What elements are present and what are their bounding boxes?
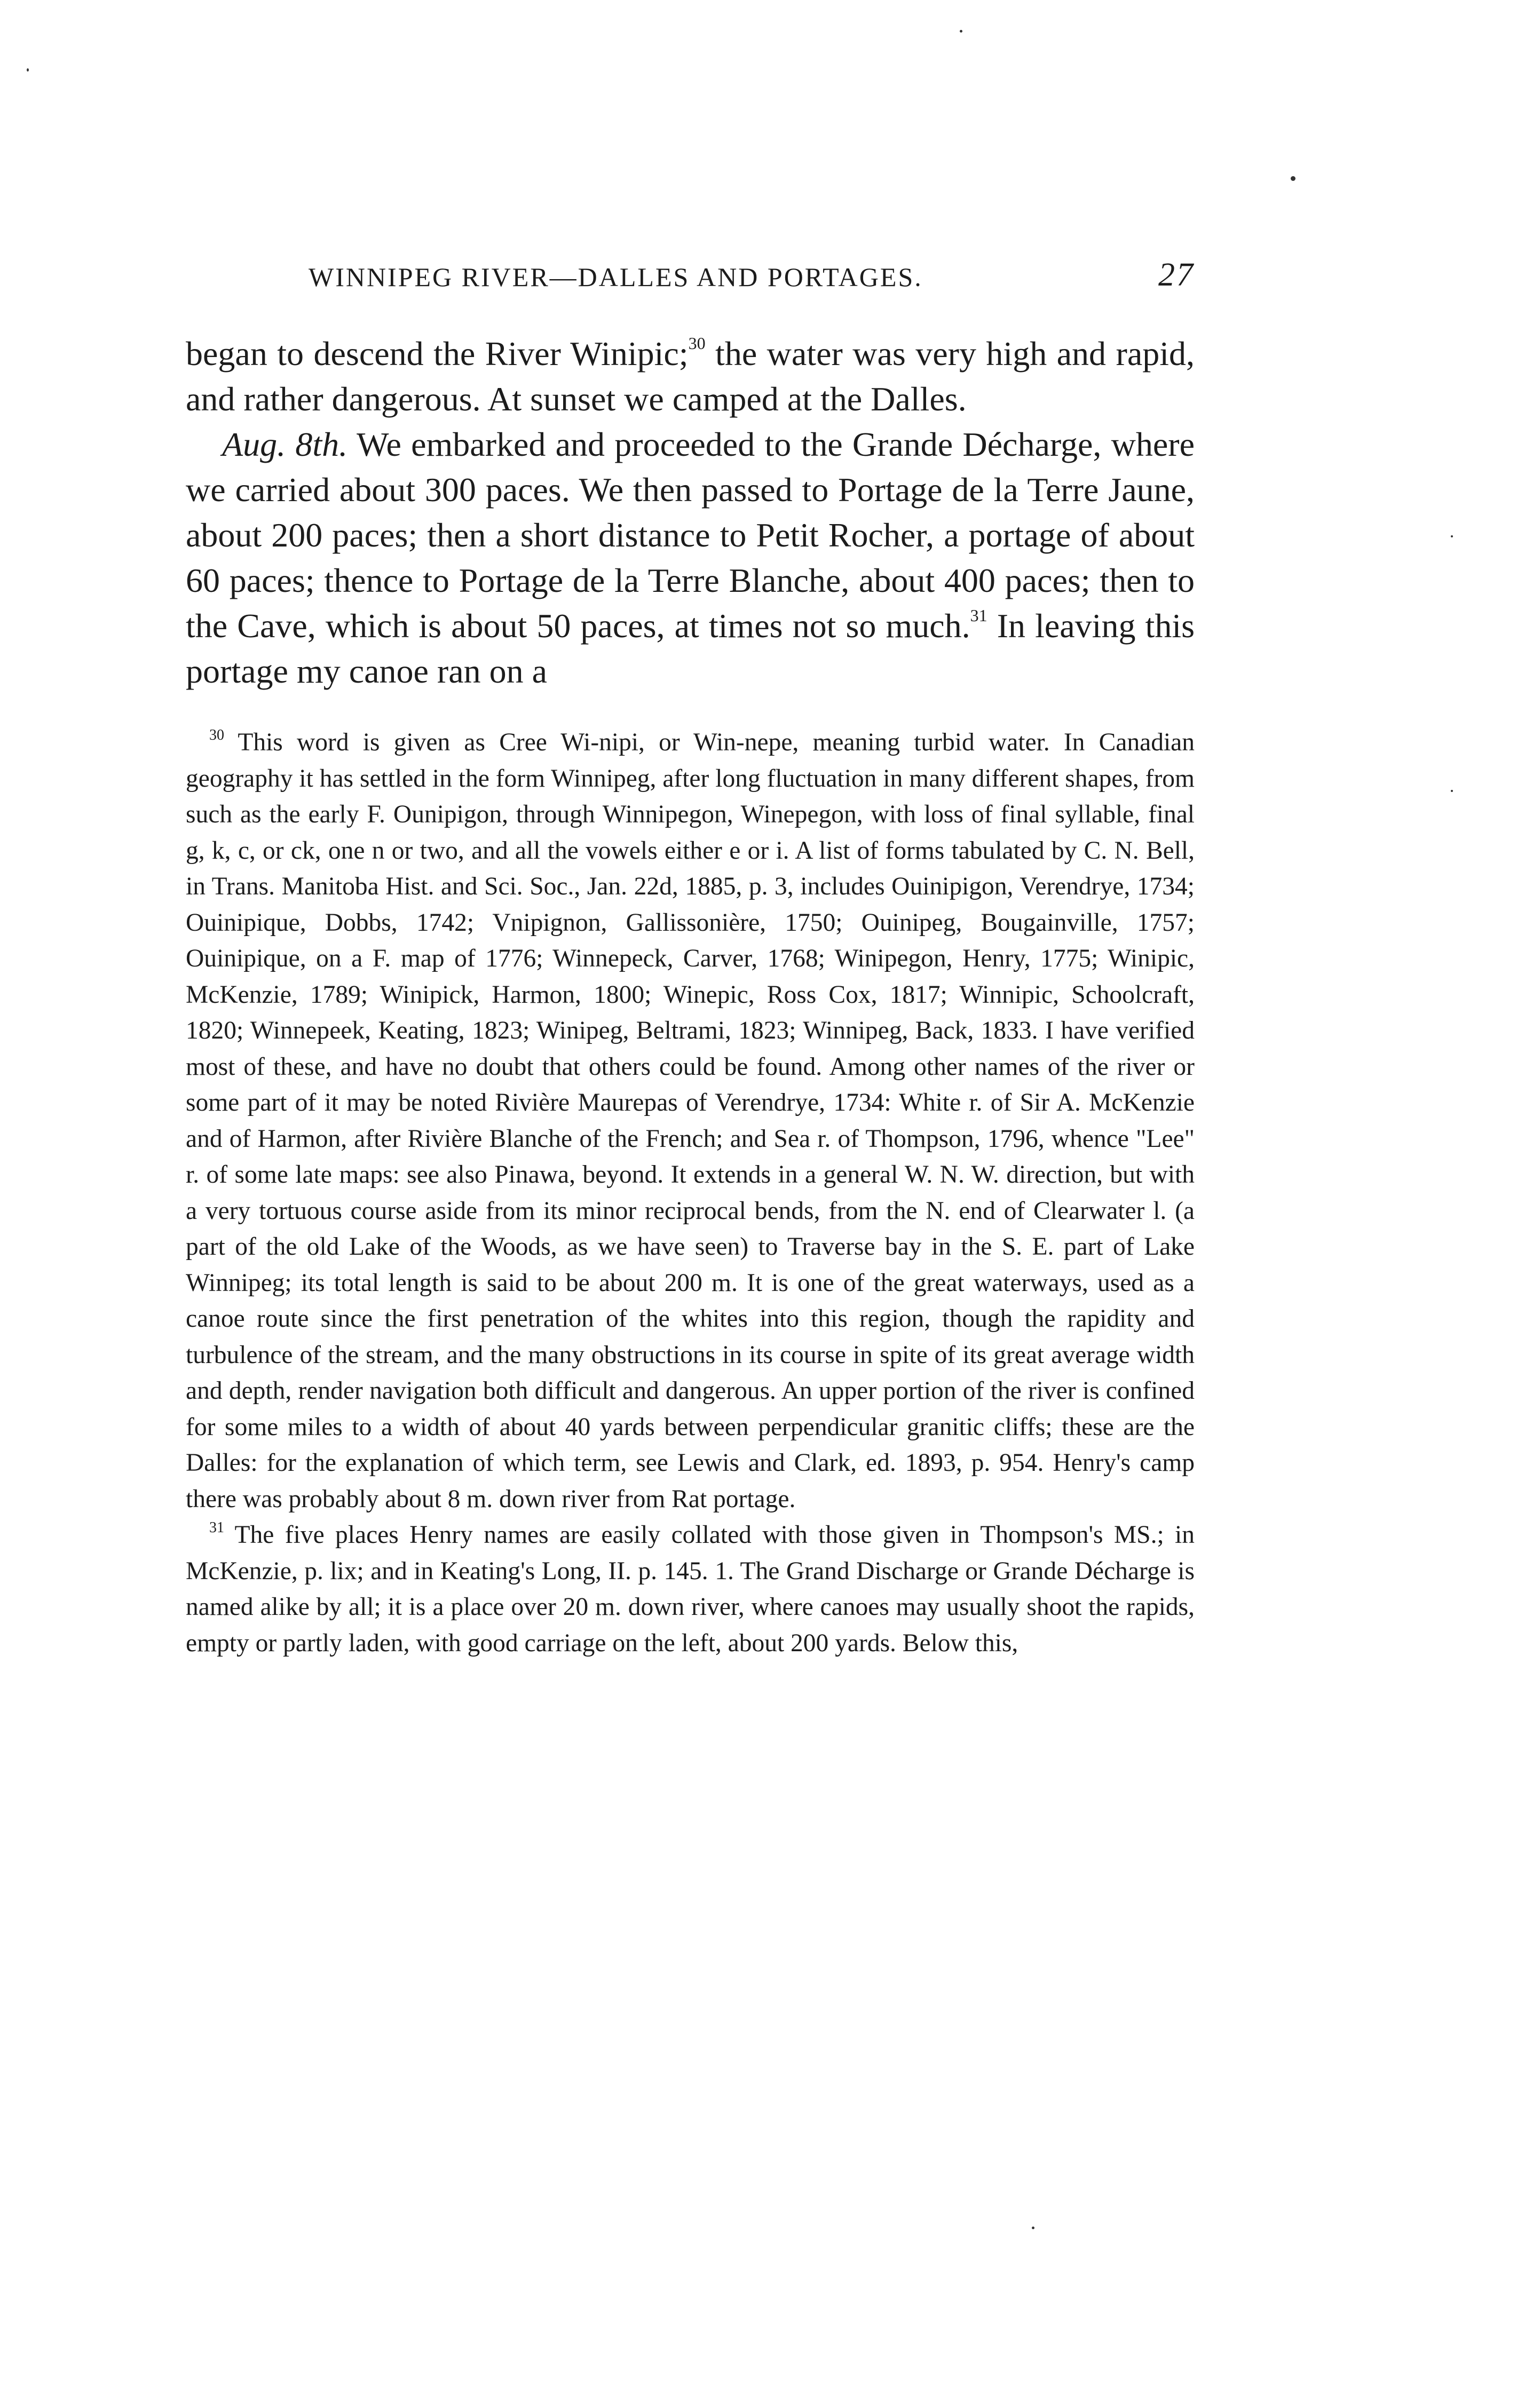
footnote-text: The five places Henry names are easily collated with those given in Thompson's MS.; in McKenzie, p. lix; and in Keating's Long, II. p. 145. 1. The Grand Discharge or Grande Décharge is named alike by all; it is a place over 20 m. down river, where canoes may usually shoot the rapids, empty or partly laden, with good carriage on the left, about 200 yards. Below this,	[186, 1521, 1195, 1657]
scan-speck	[960, 30, 962, 33]
body-paragraph	[186, 331, 1195, 422]
body-text-run: We embarked and proceeded to the Grande Décharge, where we carried about 300 paces. We then passed to Portage de la Terre Jaune, about 200 paces; then a short distance to Petit Rocher, a portage of about 60 paces; thence to Portage de la Terre Blanche, about 400 paces; then to the Cave, which is about 50 paces, at times not so much.	[186, 425, 1195, 645]
footnote-marker: 30	[209, 727, 224, 743]
body-text-run: began to descend the River Winipic;	[186, 335, 689, 373]
body-text	[186, 331, 1195, 694]
scan-speck	[1451, 535, 1453, 537]
footnote-30	[186, 725, 1195, 1517]
entry-date: Aug. 8th.	[222, 425, 348, 463]
footnote-marker: 31	[209, 1519, 224, 1536]
body-text-run: the water was very high and rapid, and rather dangerous. At sunset we camped at the Dalles.	[186, 335, 1195, 418]
page-number: 27	[1158, 257, 1195, 293]
footnote-text: This word is given as Cree Wi-nipi, or Win-nepe, meaning turbid water. In Canadian geography it has settled in the form Winnipeg, after long fluctuation in many different shapes, from such as the early F. Ounipigon, through Winnipegon, Winepegon, with loss of final syllable, final g, k, c, or ck, one n or two, and all the vowels either e or i. A list of forms tabulated by C. N. Bell, in Trans. Manitoba Hist. and Sci. Soc., Jan. 22d, 1885, p. 3, includes Ouinipigon, Verendrye, 1734; Ouinipique, Dobbs, 1742; Vnipignon, Gallissonière, 1750; Ouinipeg, Bougainville, 1757; Ouinipique, on a F. map of 1776; Winnepeck, Carver, 1768; Winipegon, Henry, 1775; Winipic, McKenzie, 1789; Winipick, Harmon, 1800; Winepic, Ross Cox, 1817; Winnipic, Schoolcraft, 1820; Winnepeek, Keating, 1823; Winipeg, Beltrami, 1823; Winnipeg, Back, 1833. I have verified most of these, and have no doubt that others could be found. Among other names of the river or some part of it may be noted Rivière Maurepas of Verendrye, 1734: White r. of Sir A. McKenzie and of Harmon, after Rivière Blanche of the French; and Sea r. of Thompson, 1796, whence "Lee" r. of some late maps: see also Pinawa, beyond. It extends in a general W. N. W. direction, but with a very tortuous course aside from its minor reciprocal bends, from the N. end of Clearwater l. (a part of the old Lake of the Woods, as we have seen) to Traverse bay in the S. E. part of Lake Winnipeg; its total length is said to be about 200 m. It is one of the great waterways, used as a canoe route since the first penetration of the whites into this region, though the rapidity and turbulence of the stream, and the many obstructions in its course in spite of its great average width and depth, render navigation both difficult and dangerous. An upper portion of the river is confined for some miles to a width of about 40 yards between perpendicular granitic cliffs; these are the Dalles: for the explanation of which term, see Lewis and Clark, ed. 1893, p. 954. Henry's camp there was probably about 8 m. down river from Rat portage.	[186, 728, 1195, 1513]
scan-speck	[27, 68, 29, 72]
scan-speck	[1032, 2227, 1034, 2229]
book-page	[186, 256, 1195, 1661]
footnote-reference: 30	[688, 334, 706, 353]
scan-speck	[1291, 176, 1295, 181]
page-header	[186, 256, 1195, 310]
footnote-31	[186, 1517, 1195, 1661]
footnote-reference: 31	[970, 606, 987, 625]
footnotes	[186, 725, 1195, 1661]
body-text-run: In leaving this portage my canoe ran on a	[186, 607, 1195, 690]
running-title: WINNIPEG RIVER—DALLES AND PORTAGES.	[309, 262, 923, 292]
body-paragraph	[186, 422, 1195, 694]
scan-speck	[1451, 790, 1453, 792]
